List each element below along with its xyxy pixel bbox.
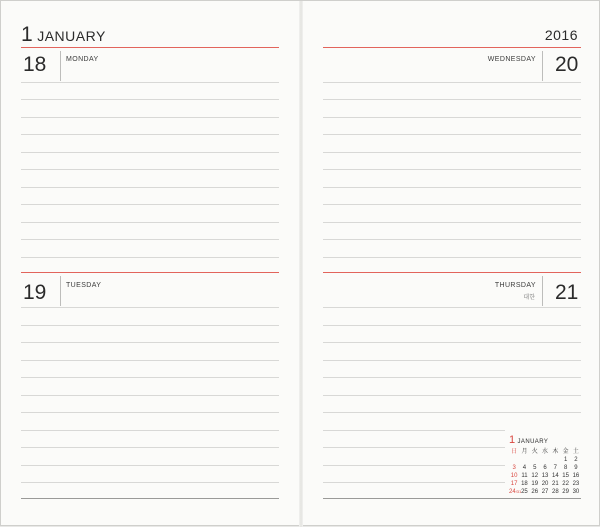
ruled-line [21,152,279,153]
mini-calendar-weekday: 日 [511,449,518,455]
mini-calendar-date: 17 [510,481,518,488]
ruled-line [21,307,279,308]
month-name: JANUARY [37,28,106,44]
ruled-line [21,342,279,343]
ruled-line [323,412,581,413]
day-divider-monday [60,51,61,81]
mini-calendar-weekday: 火 [531,449,538,455]
ruled-line [323,257,581,258]
month-heading [21,23,106,47]
mini-calendar-date: 6 [543,465,547,472]
ruled-line [323,325,581,326]
mini-calendar-date: 26 [531,489,539,496]
mini-calendar-date: 12 [531,473,539,480]
mini-calendar-grid [509,448,581,497]
top-red-line-left [21,47,279,48]
mini-calendar-weekday: 金 [562,449,569,455]
mini-calendar-weekday: 木 [552,449,559,455]
ruled-line [21,222,279,223]
ruled-line [323,99,581,100]
ruled-line [21,412,279,413]
ruled-line [21,117,279,118]
month-number: 1 [21,23,34,46]
ruled-line [323,377,581,378]
ruled-line [21,465,279,466]
mini-calendar-date: 2 [574,457,578,464]
mid-red-line-left [21,272,279,273]
year-heading: 2016 [544,27,578,43]
ruled-line [21,447,279,448]
day-name-tuesday: TUESDAY [66,282,102,289]
mini-calendar-month-number: 1 [509,434,516,446]
day-divider-thursday [542,276,543,306]
mini-calendar-date [530,456,540,464]
ruled-line [21,134,279,135]
day-number-thursday: 21 [555,281,579,304]
ruled-line [21,430,279,431]
mini-calendar-date [519,456,529,464]
ruled-line [323,239,581,240]
mini-calendar-date: 28 [551,489,559,496]
mid-red-line-right [323,272,581,273]
ruled-line [323,152,581,153]
mini-calendar-date: 23 [572,481,580,488]
binding-gutter [299,1,303,527]
mini-calendar-date: 21 [551,481,559,488]
ruled-line [21,82,279,83]
ruled-line [323,342,581,343]
mini-calendar-month-name: JANUARY [517,439,549,445]
ruled-line [323,465,505,466]
ruled-line [323,395,581,396]
day-number-tuesday: 19 [23,281,47,304]
bottom-line-right [323,498,581,499]
mini-calendar-date: 11 [521,473,528,480]
ruled-line [323,430,505,431]
mini-calendar-date: 29 [562,489,569,496]
mini-calendar-date: 13 [541,473,549,480]
mini-calendar-weekday: 土 [572,449,579,455]
mini-calendar-date: 25 [521,489,528,496]
ruled-line [323,117,581,118]
ruled-line [21,257,279,258]
mini-calendar-weekday: 水 [542,449,549,455]
ruled-line [21,325,279,326]
mini-calendar-date [550,456,560,464]
ruled-line [323,307,581,308]
mini-calendar-date: 18 [521,481,528,488]
mini-calendar-date: 4 [522,465,527,472]
mini-calendar-date: 3 [512,465,516,472]
ruled-line [323,187,581,188]
day-number-monday: 18 [23,53,47,76]
ruled-line [323,134,581,135]
mini-calendar-date: 14 [551,473,559,480]
ruled-line [21,395,279,396]
day-divider-wednesday [542,51,543,81]
day-name-wednesday: WEDNESDAY [487,56,536,63]
ruled-line [323,204,581,205]
mini-calendar-date: 10 [510,473,518,480]
day-number-wednesday: 20 [555,53,579,76]
day-divider-tuesday [60,276,61,306]
bottom-line-left [21,498,279,499]
mini-calendar-date: 15 [562,473,569,480]
ruled-line [21,187,279,188]
ruled-line [323,169,581,170]
mini-calendar-date: 1 [563,457,568,464]
mini-calendar [509,435,581,497]
ruled-line [323,360,581,361]
mini-calendar-date: 8 [563,465,568,472]
ruled-line [21,239,279,240]
mini-calendar-date: 16 [572,473,580,480]
mini-calendar-date [509,456,519,464]
mini-calendar-date: 9 [574,465,578,472]
ruled-line [21,204,279,205]
ruled-line [21,99,279,100]
ruled-line [21,377,279,378]
mini-calendar-title [509,435,581,447]
mini-calendar-date: 7 [553,465,557,472]
holiday-note-thursday: 대한 [523,295,535,301]
mini-calendar-date: 19 [531,481,539,488]
mini-calendar-date: 24/31 [509,489,522,496]
mini-calendar-date: 27 [541,489,549,496]
mini-calendar-date: 20 [541,481,549,488]
ruled-line [323,482,505,483]
ruled-line [323,222,581,223]
mini-calendar-date: 22 [562,481,569,488]
mini-calendar-date: 5 [533,465,537,472]
day-name-thursday: THURSDAY [494,282,536,289]
mini-calendar-weekday: 月 [521,449,528,455]
ruled-line [323,82,581,83]
ruled-line [21,482,279,483]
ruled-line [21,360,279,361]
ruled-line [323,447,505,448]
day-name-monday: MONDAY [66,56,99,63]
top-red-line-right [323,47,581,48]
mini-calendar-date [540,456,550,464]
ruled-line [21,169,279,170]
mini-calendar-date: 30 [572,489,580,496]
